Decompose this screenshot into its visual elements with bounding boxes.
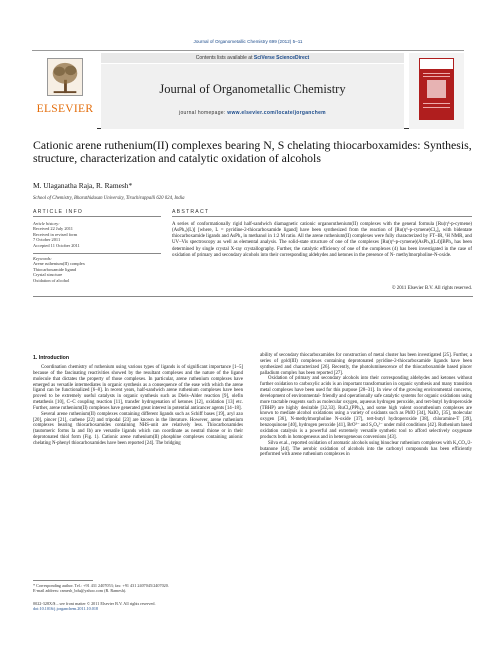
issn-line: 0022-328X/$ – see front matter © 2011 Elsevier B.V. All rights reserved. — [33, 601, 156, 606]
history-line: Accepted 11 October 2011 — [33, 242, 80, 248]
copyright-notice: © 2011 Elsevier B.V. All rights reserved. — [391, 286, 472, 291]
abstract-rule — [172, 216, 472, 217]
history-rule — [33, 253, 161, 254]
journal-name: Journal of Organometallic Chemistry — [159, 82, 346, 96]
abstract-text: A series of conformationally rigid half-sandwich diamagnetic cationic organoruthenium(II) complexes with the general formula [Ru(η⁶-p-cymene)(AsPh₃)(L)] [where, L = pyridine-2-thiocarboxamide ligand] have been synthesized from the reaction of [Ru(η⁶-p-cymene)Cl₂]₂ with bidentate thiocarboxamide ligands and AsPh₃ in methanol in 1:2 M ratio. All the arene ruthenium(II) complexes were fully characterized by FT–IR, ¹H NMR, and UV–Vis spectroscopy as well as elemental analysis. The solid-state structure of one of the complexes [Ru(η⁶-p-cymene)(AsPh₃)(L4)]BPh₄ has been determined by single crystal X-ray crystallography. Further, the catalytic efficiency of one of the complexes (4) has been investigated in the case of oxidation of primary and secondary alcohols into their corresponding aldehydes and ketones in the presence of N- methylmorpholine-N-oxide. — [172, 222, 472, 258]
sciencedirect-link[interactable]: SciVerse ScienceDirect — [253, 55, 310, 61]
abstract-heading: ABSTRACT — [172, 209, 210, 215]
email-line[interactable]: E-mail address: ramesh_bdu@yahoo.com (R. Ramesh). — [33, 588, 127, 594]
tree-icon — [47, 58, 83, 96]
journal-reference[interactable]: Journal of Organometallic Chemistry 699 (2012) 5–11 — [193, 39, 303, 44]
history-line: Received 22 July 2011 — [33, 226, 73, 232]
article-title: Cationic arene ruthenium(II) complexes bearing N, S chelating thiocarboxamides: Synthesis, structure, characterization and catalytic oxidation of alcohols — [33, 138, 472, 166]
homepage-link[interactable]: www.elsevier.com/locate/jorganchem — [227, 110, 326, 116]
cover-header — [419, 58, 454, 70]
corresponding-author-footnote — [33, 583, 243, 593]
abstract-end-rule — [33, 296, 473, 297]
journal-cover-thumbnail[interactable] — [409, 53, 464, 129]
footnote-rule — [33, 580, 93, 581]
body-column-left — [33, 365, 243, 447]
keywords-label: Keywords: — [33, 256, 52, 261]
keyword-item: Crystal structure — [33, 272, 63, 278]
body-paragraph: Silva et.al., reported oxidation of aromatic alcohols using binuclear ruthenium complexes with K₂CO₃/2-butanone [44]. The aerobic oxidation of alcohols into the carbonyl compounds has been efficiently performed with arene ruthenium complexes in — [260, 440, 472, 458]
article-info-rule — [33, 216, 161, 217]
keyword-item: Arene ruthenium(II) complex — [33, 261, 85, 267]
cover-line — [423, 103, 450, 104]
journal-masthead — [32, 50, 464, 129]
issn-footer — [33, 601, 243, 611]
publisher-wordmark: ELSEVIER — [36, 103, 94, 115]
journal-homepage — [101, 110, 404, 116]
body-paragraph: ability of secondary thiocarboxamides for construction of metal cluster has been investigated [25]. Further, a series of gold(III) complexes containing deprotonated pyridine-2-thiocarboxamide ligands have been synthesized and characterized [26]. Recently, the photoluminescence of the thiocarboxamide based pincer palladium complex has been reported [27]. — [260, 353, 472, 376]
body-column-right — [260, 353, 472, 458]
keyword-item: Thiocarboxamide ligand — [33, 266, 77, 272]
cover-image — [419, 58, 454, 120]
article-history — [33, 221, 161, 248]
contents-band — [101, 53, 404, 63]
body-paragraph: Several arene ruthenium(II) complexes containing different ligands such as Schiff bases [19], aryl azo [20], pincer [21], carbene [22] and tripodal [23] are known in the literature. However, arene ruthenium complexes bearing thiocarboxamides containing NHS-unit are relatively less. Thiocarboxamides (tautomeric forms Ia and Ib) are versatile ligands which can coordinate as neutral thione or in their deprotonated thiol form (Fig. 1). Cationic arene ruthenium(II) phosphine complexes containing anionic chelating N-phenyl thiocarboxamides have been reported [24]. The bridging — [33, 411, 243, 446]
keywords — [33, 256, 161, 283]
cover-line — [423, 107, 450, 108]
cover-line — [423, 73, 450, 74]
cover-line — [423, 76, 450, 77]
history-line: 7 October 2011 — [33, 237, 61, 243]
introduction-heading: 1. Introduction — [33, 355, 70, 361]
article-info-heading: ARTICLE INFO — [33, 209, 84, 215]
article-authors: M. Ulaganatha Raja, R. Ramesh* — [33, 181, 133, 190]
author-affiliation: School of Chemistry, Bharathidasan University, Tiruchirappalli 620 024, India — [33, 196, 185, 201]
doi-link[interactable]: doi:10.1016/j.jorganchem.2011.10.018 — [33, 606, 99, 612]
keyword-item: Oxidation of alcohol — [33, 277, 70, 283]
body-paragraph: Coordination chemistry of ruthenium using various types of ligands is of significant importance [1–5] because of the fascinating reactivities showed by the resultant complexes and the nature of the ligand molecule that dictates the property of those complexes. In particular, arene ruthenium complexes have emerged as versatile intermediates in organic synthesis as a consequence of the ease with which the arene ligand can be functionalized [6–8]. In recent years, half-sandwich arene ruthenium complexes have been proved to be extremely useful catalysts in organic synthesis such as Diels–Alder reaction [9], olefin metathesis [10], C–C coupling reaction [11], transfer hydrogenation of ketones [12], oxidation [13] etc. Further, arene ruthenium(II) complexes have generated great interest in potential anticancer agents [14–18]. — [33, 365, 243, 411]
contents-prefix: Contents lists available at — [195, 55, 254, 61]
homepage-prefix: journal homepage: — [179, 110, 228, 116]
cover-graphic — [427, 80, 446, 98]
history-label: Article history: — [33, 221, 60, 226]
corresponding-line: * Corresponding author. Tel.: +91 431 2407053; fax: +91 431 2407045/2407020. — [33, 583, 169, 588]
body-paragraph: Oxidation of primary and secondary alcohols into their corresponding aldehydes and ketones without further oxidation to carboxylic acids is an important transformation in organic synthesis and many transition metal complexes have been used for this purpose [28–31]. In view of the growing environmental concerns, development of environmental- friendly and operationally safe catalytic systems for organic oxidations using more tractable reagents such as molecular oxygen, aqueous hydrogen peroxide, and tert-butyl hydroperoxide (TBHP) are highly desirable [32,33]. RuCl₂(PPh₃)₃ and some high valent oxoruthenium complexes are known to mediate alcohol oxidations using a variety of oxidants such as PhIO [34], NaIO₄ [35], molecular oxygen [36], N-methylmorpholine N-oxide [37], tert-butyl hydroperoxide [38], chloramine-T [39], benzoquinone [40], hydrogen peroxide [41], BrO³⁻ and S₂O₈²⁻ under mild conditions [42]. Ruthenium based oxidation catalysis is a powerful and extremely versatile synthetic tool to afford selectively oxygenate products both in homogeneous and in heterogeneous conversions [43]. — [260, 376, 472, 440]
elsevier-logo[interactable] — [32, 51, 97, 129]
journal-title-panel — [101, 64, 404, 129]
history-line: Received in revised form — [33, 231, 78, 237]
